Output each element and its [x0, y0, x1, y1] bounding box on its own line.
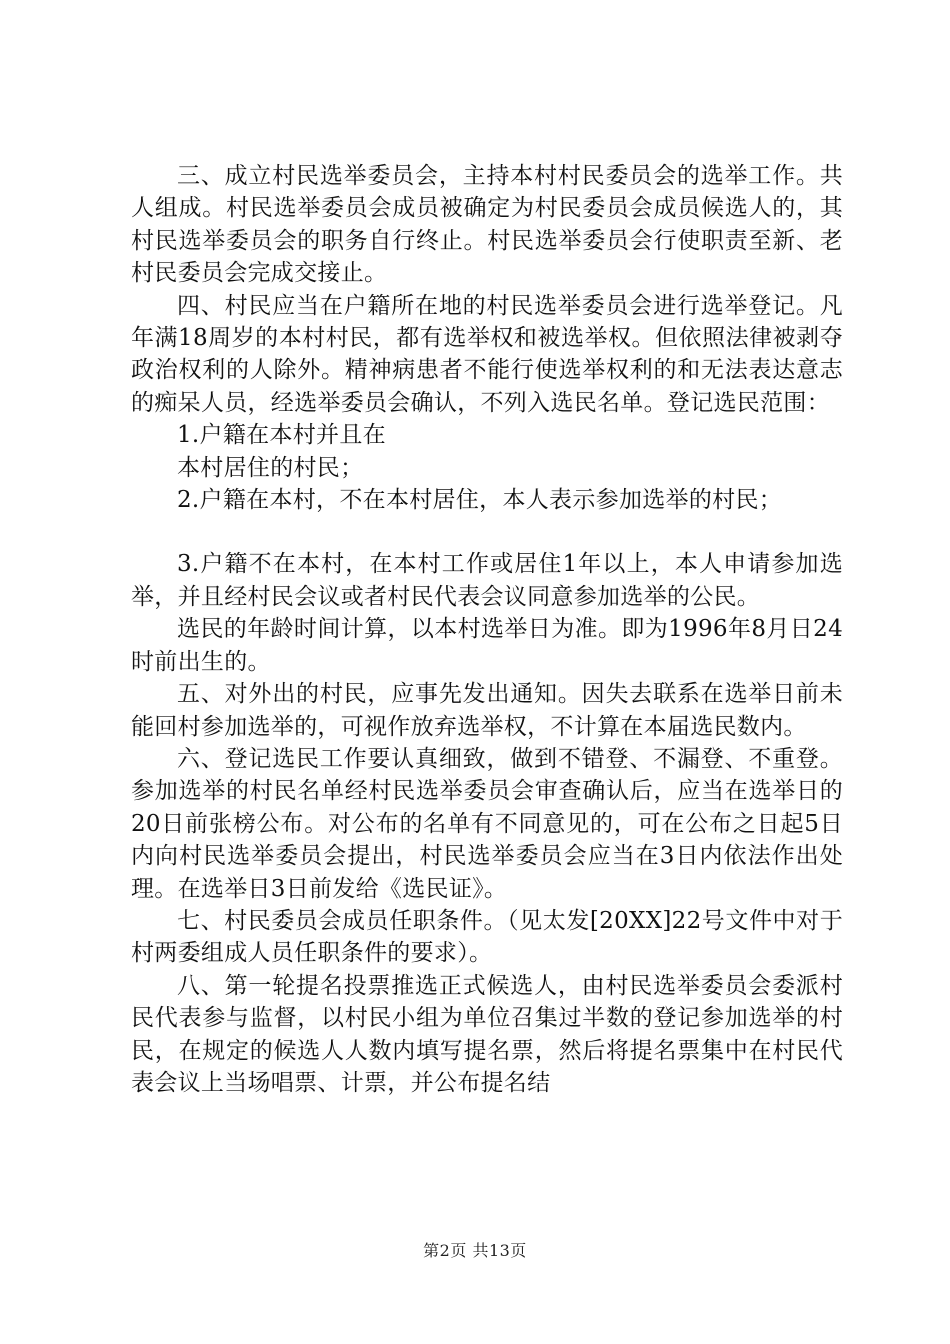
paragraph-nomination: 八、第一轮提名投票推选正式候选人，由村民选举委员会委派村民代表参与监督，以村民小组为单位召集过半数的登记参加选举的村民，在规定的候选人人数内填写提名票，然后将提名票集中在村民代表会议上当场唱票、计票，并公布提名结: [131, 972, 843, 1096]
list-item-1-part-1: 1.户籍在本村并且在: [177, 422, 386, 449]
list-item-2: 2.户籍在本村，不在本村居住，本人表示参加选举的村民；: [177, 487, 783, 514]
document-body: [131, 160, 843, 1099]
list-item-3: 3.户籍不在本村，在本村工作或居住1年以上，本人申请参加选举，并且经村民会议或者村民代表会议同意参加选举的公民。: [131, 551, 843, 610]
paragraph-qualifications: 七、村民委员会成员任职条件。（见太发[20XX]22号文件中对于村两委组成人员任职条件的要求）。: [131, 907, 843, 967]
paragraph-committee: 三、成立村民选举委员会，主持本村村民委员会的选举工作。共人组成。村民选举委员会成员被确定为村民委员会成员候选人的，其村民选举委员会的职务自行终止。村民选举委员会行使职责至新、老村民委员会完成交接止。: [131, 163, 843, 287]
paragraph-voter-registration: 六、登记选民工作要认真细致，做到不错登、不漏登、不重登。参加选举的村民名单经村民选举委员会审查确认后，应当在选举日的20日前张榜公布。对公布的名单有不同意见的，可在公布之日起5日内向村民选举委员会提出，村民选举委员会应当在3日内依法作出处理。在选举日3日前发给《选民证》。: [131, 745, 843, 902]
paragraph-absent-villagers: 五、对外出的村民，应事先发出通知。因失去联系在选举日前未能回村参加选举的，可视作放弃选举权，不计算在本届选民数内。: [131, 681, 843, 740]
list-item-1-part-2: 本村居住的村民；: [177, 454, 364, 481]
page-footer: 第2页 共13页: [423, 1241, 527, 1260]
paragraph-age-calculation: 选民的年龄时间计算，以本村选举日为准。即为1996年8月日24时前出生的。: [131, 616, 843, 675]
paragraph-registration: 四、村民应当在户籍所在地的村民选举委员会进行选举登记。凡年满18周岁的本村村民，都有选举权和被选举权。但依照法律被剥夺政治权利的人除外。精神病患者不能行使选举权利的和无法表达意志的痴呆人员，经选举委员会确认，不列入选民名单。登记选民范围：: [131, 292, 843, 416]
